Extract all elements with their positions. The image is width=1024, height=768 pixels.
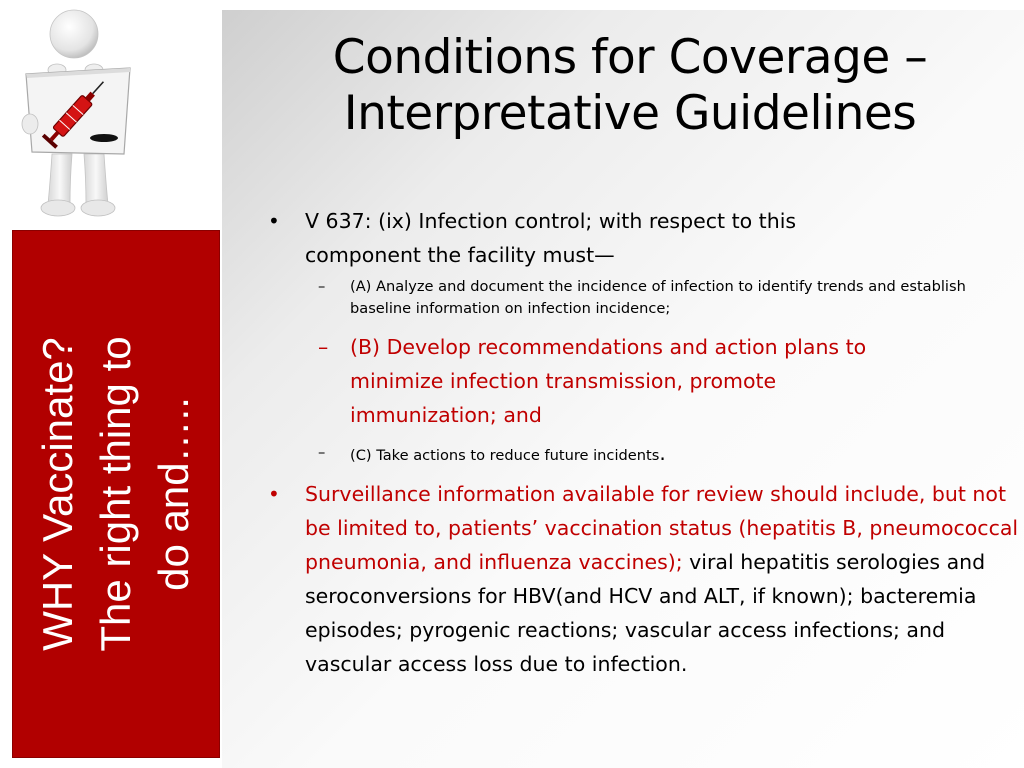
bullet-dot-icon: •	[268, 209, 280, 233]
sub-bullet-b-line-3: immunization; and	[350, 403, 542, 427]
sidebar-rotated-text	[29, 254, 203, 734]
sub-bullet-b-line-1: (B) Develop recommendations and action plans to	[350, 335, 867, 359]
person-holding-syringe-sign-icon	[12, 4, 142, 224]
sub-bullet-b	[260, 330, 1020, 432]
bullet-v637	[260, 204, 1020, 272]
sidebar-red-panel	[12, 230, 220, 758]
title-line-1: Conditions for Coverage –	[332, 30, 928, 85]
sub-bullet-a-text: (A) Analyze and document the incidence of infection to identify trends and establish baseline information on infection incidence;	[350, 278, 966, 317]
sub-bullet-c	[260, 442, 1020, 467]
sub-bullet-c-period: .	[659, 441, 666, 465]
dash-icon: –	[318, 278, 326, 295]
bullet-v637-line-2: component the facility must—	[305, 243, 615, 267]
sidebar-line-1: WHY Vaccinate?	[34, 337, 81, 651]
bullet-dot-icon: •	[268, 482, 280, 506]
bullet-surveillance	[260, 477, 1020, 681]
bullet-v637-line-1: V 637: (ix) Infection control; with respect to this	[305, 209, 797, 233]
surveillance-red-text: Surveillance information available for review should include, but not be limited to, patients’ vaccination status (hepatitis B, pneumococcal pneumonia, and influenza vaccines);	[305, 482, 1019, 574]
slide-body	[260, 204, 1020, 681]
sub-bullet-a	[260, 276, 1020, 320]
dash-icon: –	[318, 335, 329, 359]
sub-bullet-b-line-2: minimize infection transmission, promote	[350, 369, 777, 393]
slide-title	[236, 30, 1024, 142]
surveillance-black-text: viral hepatitis serologies and seroconversions for HBV(and HCV and ALT, if known); bacteremia episodes; pyrogenic reactions; vascular access infections; and vascular access loss due to infection.	[305, 550, 986, 676]
sidebar-line-3: do and…..	[150, 397, 197, 591]
dash-icon: –	[318, 444, 326, 461]
sidebar-line-2: The right thing to	[92, 336, 139, 652]
title-line-2: Interpretative Guidelines	[343, 86, 917, 141]
sub-bullet-c-text: (C) Take actions to reduce future incidents	[350, 447, 660, 464]
